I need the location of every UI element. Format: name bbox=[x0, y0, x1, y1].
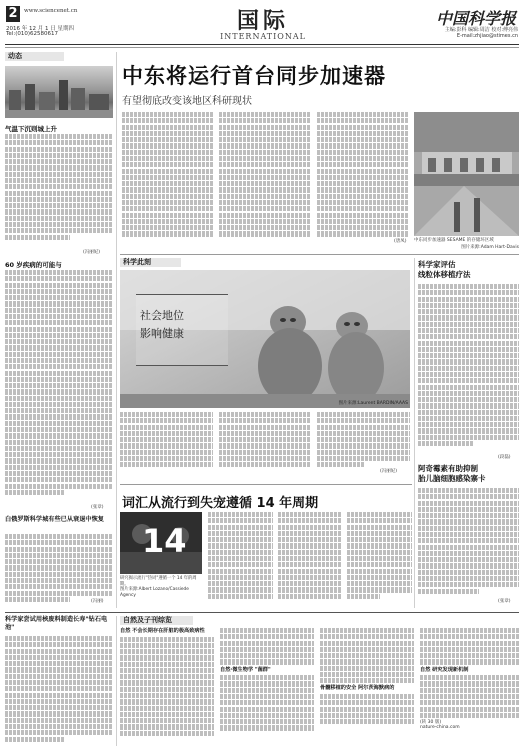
story1-title[interactable] bbox=[418, 260, 519, 280]
cicada-article-body bbox=[208, 512, 412, 608]
cicada-photo bbox=[120, 512, 202, 574]
bottom-item4-title[interactable]: 自然 研究发现新机制 bbox=[420, 666, 469, 673]
main-article-body bbox=[122, 112, 408, 242]
bottom-item3-title[interactable]: 骨髓移植的安全 阿尔茨海默病的 bbox=[320, 685, 395, 692]
cicada-article-title[interactable]: 词汇从流行到失宠遵循 14 年周期 bbox=[122, 496, 319, 511]
pullquote-line2: 影响健康 bbox=[140, 327, 184, 340]
science-feature-end: (冯丽妃) bbox=[380, 469, 398, 474]
cicada-photo-number: 14 bbox=[142, 522, 187, 560]
synchrotron-photo-icon bbox=[414, 112, 519, 236]
pullquote-box bbox=[136, 294, 228, 366]
right-column-divider bbox=[414, 258, 415, 608]
date-line: 2016 年 12 月 1 日 星期四 bbox=[6, 26, 74, 32]
left-item3-title[interactable]: 白俄罗斯科学城有些已从衰退中恢复 bbox=[5, 516, 104, 523]
paper-name-logo: 中国科学报 bbox=[435, 9, 516, 28]
masthead-rule bbox=[5, 44, 519, 45]
story1-title-line2: 线粒体移植疗法 bbox=[418, 270, 471, 279]
main-article bbox=[120, 52, 519, 252]
pullquote-line1: 社会地位 bbox=[140, 309, 184, 322]
right-stories bbox=[418, 258, 519, 608]
bottom-item1-title[interactable]: 自然 不会长期存在肝脏的极高致病性 bbox=[120, 628, 205, 634]
main-article-subtitle: 有望彻底改变该地区科研现状 bbox=[122, 96, 252, 107]
left-item2-title[interactable]: 60 岁疾病的可能与 bbox=[5, 261, 62, 269]
page-number-box: 2 bbox=[6, 6, 20, 22]
synchrotron-credit: 图片来源:Adam Hart-Davis bbox=[461, 245, 519, 250]
cicada-photo-caption: 研究揭示流行"热词"遵循一个 14 年的周期。 bbox=[120, 576, 197, 587]
left-item2-body bbox=[5, 270, 113, 520]
bottom-right-end: (转 30 版) bbox=[420, 720, 442, 726]
cicada-article bbox=[120, 488, 412, 610]
left-item1-body bbox=[5, 134, 113, 254]
bottom-col1 bbox=[120, 628, 214, 744]
bottom-item2-title[interactable]: 自然·微生物学 "菌群" bbox=[220, 666, 271, 673]
bottom-col3 bbox=[320, 628, 414, 744]
section-title-cn: 国际 bbox=[236, 9, 289, 34]
main-article-title[interactable]: 中东将运行首台同步加速器 bbox=[122, 64, 386, 88]
science-feature-body bbox=[120, 412, 410, 474]
science-feature-rule bbox=[120, 484, 412, 485]
phone-number: Tel:(010)62580617 bbox=[6, 31, 58, 37]
bottom-section-header: 自然及子刊综览 bbox=[120, 616, 193, 625]
bottom-col2 bbox=[220, 628, 314, 744]
email-line[interactable]: E-mail:zhjiao@stimes.cn bbox=[456, 33, 518, 39]
science-feature bbox=[120, 258, 410, 480]
website-url[interactable]: www.sciencenet.cn bbox=[24, 8, 78, 14]
bottom-right-email[interactable]: nature-china.com bbox=[420, 725, 460, 731]
bottom-left-divider bbox=[116, 616, 117, 746]
left-section-header: 动态 bbox=[5, 52, 64, 61]
main-article-rule bbox=[120, 254, 519, 255]
left-item3-end: (冯丽) bbox=[91, 599, 104, 604]
bottom-section bbox=[120, 616, 519, 746]
left-photo bbox=[5, 66, 113, 118]
story1-title-line1: 科学家评估 bbox=[418, 260, 456, 269]
editors-line: 主编:彭科 编辑:周洁 校对:傅亮伟 bbox=[444, 27, 518, 33]
story2-end: (张章) bbox=[498, 599, 511, 604]
story2-title-line1: 阿奇霉素有助抑制 bbox=[418, 464, 478, 473]
masthead-rule-thin bbox=[5, 47, 519, 48]
left-item4-title[interactable]: 科学家尝试用核废料制造长寿"钻石电池" bbox=[5, 616, 108, 631]
synchrotron-caption: 中东同步加速器 SESAME 的存储环区域 bbox=[414, 238, 494, 243]
left-item3-body bbox=[5, 534, 113, 606]
lower-section-rule bbox=[5, 612, 519, 613]
story2-body bbox=[418, 488, 519, 602]
left-item4 bbox=[5, 616, 113, 746]
left-column bbox=[5, 52, 113, 612]
left-column-divider bbox=[116, 52, 117, 608]
monkey-photo-credit: 图片来源:Laurent BARDIN/AAAS bbox=[338, 401, 408, 406]
city-photo-icon bbox=[5, 66, 113, 118]
main-article-end: (唐凤) bbox=[394, 239, 407, 244]
bottom-col4 bbox=[420, 628, 519, 744]
left-item1-title[interactable]: 气温下沉则城上升 bbox=[5, 125, 57, 133]
cicada-photo-credit: 图片来源:Albert Lozano/Cassiede Agency bbox=[120, 587, 189, 598]
section-title-en: INTERNATIONAL bbox=[220, 32, 306, 41]
left-item2-end: (张章) bbox=[91, 505, 104, 510]
left-item1-end: (冯丽妃) bbox=[83, 250, 101, 255]
story2-title-line2: 胎儿脑细胞感染寨卡 bbox=[418, 474, 486, 483]
left-item4-body bbox=[5, 636, 113, 744]
science-feature-header: 科学此刻 bbox=[120, 258, 181, 267]
synchrotron-photo bbox=[414, 112, 519, 236]
story2-title[interactable] bbox=[418, 464, 519, 484]
story1-body bbox=[418, 284, 519, 458]
story1-end: (段磊) bbox=[498, 455, 511, 460]
